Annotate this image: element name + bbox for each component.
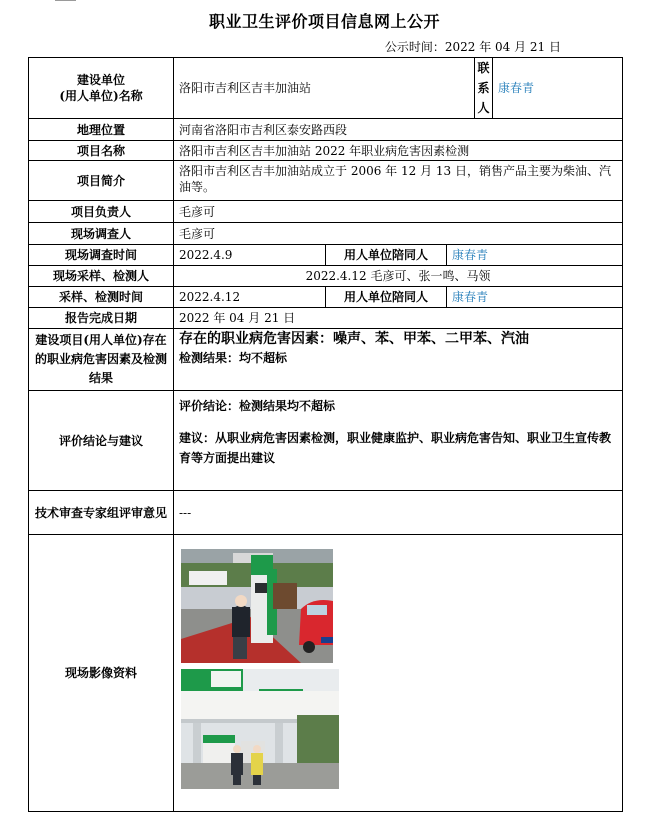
suggestion-value: 建议：从职业病危害因素检测，职业健康监护、职业病危害告知、职业卫生宣传教育等方面提出建议 — [179, 431, 612, 465]
review-value: --- — [174, 491, 623, 535]
info-table — [28, 57, 623, 812]
row-hazard — [29, 329, 623, 391]
contact-value[interactable]: 康春青 — [493, 58, 623, 119]
leader-label: 项目负责人 — [29, 201, 174, 223]
investigator-value: 毛彦可 — [174, 223, 623, 245]
page-title: 职业卫生评价项目信息网上公开 — [208, 12, 440, 31]
row-survey-time — [29, 245, 623, 266]
hazard-value: 存在的职业病危害因素：噪声、苯、甲苯、二甲苯、汽油 — [179, 331, 529, 347]
publish-label: 公示时间： — [384, 40, 445, 54]
report-date-label: 报告完成日期 — [29, 308, 174, 329]
investigator-label: 现场调查人 — [29, 223, 174, 245]
survey-time-value: 2022.4.9 — [174, 245, 326, 266]
site-photo-station — [181, 669, 339, 789]
accompany2-value[interactable]: 康春青 — [447, 287, 623, 308]
project-name-label: 项目名称 — [29, 141, 174, 161]
top-rule — [55, 0, 76, 1]
sampling-person-value: 2022.4.12 毛彦可、张一鸣、马领 — [174, 266, 623, 287]
photos-cell — [174, 535, 623, 812]
conclusion-cell — [174, 391, 623, 491]
accompany2-label: 用人单位陪同人 — [326, 287, 447, 308]
hazard-cell — [174, 329, 623, 391]
project-name-value: 洛阳市吉利区吉丰加油站 2022 年职业病危害因素检测 — [174, 141, 623, 161]
accompany-value[interactable]: 康春青 — [447, 245, 623, 266]
publish-date — [385, 38, 561, 55]
publish-date-value: 2022 年 04 月 21 日 — [444, 40, 561, 54]
leader-value: 毛彦可 — [174, 201, 623, 223]
sampling-person-label: 现场采样、检测人 — [29, 266, 174, 287]
row-conclusion — [29, 391, 623, 491]
sampling-time-label: 采样、检测时间 — [29, 287, 174, 308]
row-investigator — [29, 223, 623, 245]
contact-label: 联系人 — [475, 58, 493, 119]
intro-value: 洛阳市吉利区吉丰加油站成立于 2006 年 12 月 13 日，销售产品主要为柴油、汽油等。 — [174, 161, 623, 201]
hazard-label: 建设项目(用人单位)存在的职业病危害因素及检测结果 — [29, 329, 174, 391]
sampling-time-value: 2022.4.12 — [174, 287, 326, 308]
row-intro — [29, 161, 623, 201]
unit-label: 建设单位 (用人单位)名称 — [29, 58, 174, 119]
row-unit — [29, 58, 623, 119]
report-date-value: 2022 年 04 月 21 日 — [174, 308, 623, 329]
row-leader — [29, 201, 623, 223]
row-sampling-person — [29, 266, 623, 287]
accompany-label: 用人单位陪同人 — [326, 245, 447, 266]
row-review — [29, 491, 623, 535]
photos-label: 现场影像资料 — [29, 535, 174, 812]
row-photos — [29, 535, 623, 812]
row-location — [29, 119, 623, 141]
row-sampling-time — [29, 287, 623, 308]
location-label: 地理位置 — [29, 119, 174, 141]
review-label: 技术审查专家组评审意见 — [29, 491, 174, 535]
intro-label: 项目简介 — [29, 161, 174, 201]
row-project-name — [29, 141, 623, 161]
conclusion-label: 评价结论与建议 — [29, 391, 174, 491]
survey-time-label: 现场调查时间 — [29, 245, 174, 266]
row-report-date — [29, 308, 623, 329]
hazard-result: 检测结果：均不超标 — [179, 351, 288, 365]
unit-value: 洛阳市吉利区吉丰加油站 — [174, 58, 475, 119]
conclusion-value: 评价结论：检测结果均不超标 — [179, 399, 336, 413]
location-value: 河南省洛阳市吉利区泰安路西段 — [174, 119, 623, 141]
site-photo-pump — [181, 549, 333, 663]
